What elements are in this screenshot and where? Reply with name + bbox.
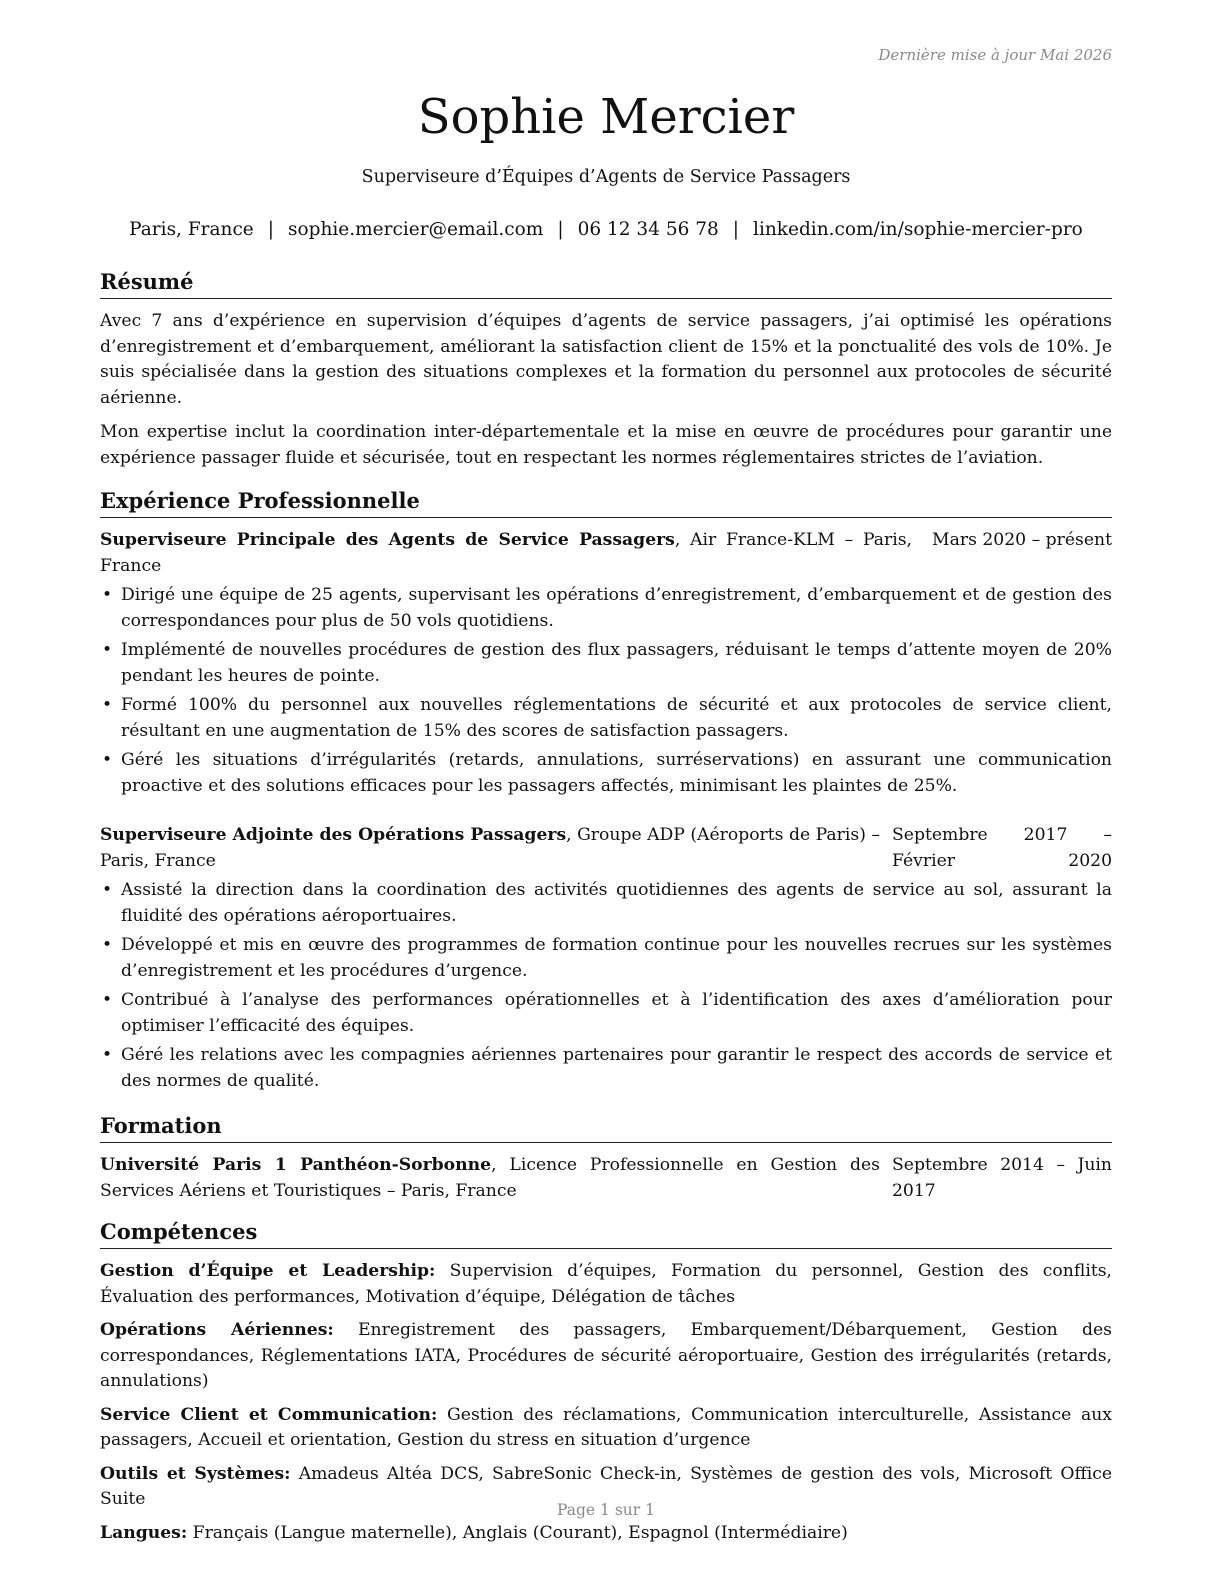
contact-separator: | <box>267 219 274 240</box>
contact-email[interactable]: sophie.mercier@email.com <box>288 219 544 240</box>
skill-label: Gestion d’Équipe et Leadership: <box>100 1261 436 1281</box>
job-bullet: • Développé et mis en œuvre des programmes de formation continue pour les nouvelles recrues sur les systèmes d’enregistrement et les procédures d’urgence. <box>100 933 1112 984</box>
skill-line <box>100 1259 1112 1310</box>
job-entry <box>100 823 1112 1094</box>
job-title-line <box>100 823 880 874</box>
job-entry <box>100 528 1112 799</box>
education-line <box>100 1153 880 1204</box>
skill-line <box>100 1318 1112 1395</box>
skill-text: Gestion des réclamations, Communication interculturelle, Assistance aux passagers, Accueil et orientation, Gestion du stress en situation d’urgence <box>100 1404 1113 1450</box>
job-title-line <box>100 528 912 579</box>
job-bullet: • Contribué à l’analyse des performances opérationnelles et à l’identification des axes d’amélioration pour optimiser l’efficacité des équipes. <box>100 988 1112 1039</box>
candidate-name: Sophie Mercier <box>417 89 795 145</box>
contact-line <box>0 219 1212 240</box>
contact-location: Paris, France <box>129 219 254 240</box>
section-title-summary: Résumé <box>100 268 1112 299</box>
job-bullet: • Implémenté de nouvelles procédures de gestion des flux passagers, réduisant le temps d’attente moyen de 20% pendant les heures de pointe. <box>100 638 1112 689</box>
skill-text: Enregistrement des passagers, Embarquement/Débarquement, Gestion des correspondances, Réglementations IATA, Procédures de sécurité aéroportuaire, Gestion des irrégularités (retards, annulations) <box>100 1320 1112 1391</box>
experience-section <box>100 487 1112 1094</box>
candidate-headline: Superviseure d’Équipes d’Agents de Service Passagers <box>361 167 851 187</box>
skill-text: Supervision d’équipes, Formation du personnel, Gestion des conflits, Évaluation des performances, Motivation d’équipe, Délégation de tâches <box>100 1261 1113 1307</box>
job-header <box>100 823 1112 874</box>
last-updated: Dernière mise à jour Mai 2026 <box>878 46 1112 64</box>
section-title-education: Formation <box>100 1112 1112 1143</box>
summary-section <box>100 268 1112 471</box>
job-bullet: • Dirigé une équipe de 25 agents, supervisant les opérations d’enregistrement, d’embarquement et de gestion des correspondances pour plus de 50 vols quotidiens. <box>100 583 1112 634</box>
education-section <box>100 1112 1112 1204</box>
job-bullet: • Assisté la direction dans la coordination des activités quotidiennes des agents de service au sol, assurant la fluidité des opérations aéroportuaires. <box>100 878 1112 929</box>
skill-line <box>100 1403 1112 1454</box>
job-company: , Air France-KLM – Paris, France <box>100 530 913 576</box>
section-title-experience: Expérience Professionnelle <box>100 487 1112 518</box>
resume-content <box>100 268 1112 1554</box>
job-bullet: • Formé 100% du personnel aux nouvelles réglementations de sécurité et aux protocoles de service client, résultant en une augmentation de 15% des scores de satisfaction passagers. <box>100 693 1112 744</box>
contact-phone[interactable]: 06 12 34 56 78 <box>577 219 719 240</box>
skill-label: Outils et Systèmes: <box>100 1463 291 1484</box>
page-number: Page 1 sur 1 <box>557 1501 655 1519</box>
education-dates: Septembre 2014 – Juin 2017 <box>892 1155 1112 1201</box>
education-school: Université Paris 1 Panthéon-Sorbonne <box>100 1155 492 1175</box>
education-degree: , Licence Professionnelle en Gestion des Services Aériens et Touristiques – Paris, France <box>100 1155 880 1201</box>
job-bullet: • Géré les relations avec les compagnies aériennes partenaires pour garantir le respect des accords de service et des normes de qualité. <box>100 1043 1112 1094</box>
education-entry <box>100 1153 1112 1204</box>
skills-section <box>100 1218 1112 1546</box>
job-dates: Mars 2020 – présent <box>932 530 1112 550</box>
job-bullets <box>100 583 1112 799</box>
skill-text: Amadeus Altéa DCS, SabreSonic Check-in, Systèmes de gestion des vols, Microsoft Office Suite <box>100 1463 1112 1509</box>
job-company: , Groupe ADP (Aéroports de Paris) – Paris, France <box>100 825 880 871</box>
job-header <box>100 528 1112 579</box>
job-bullet: • Géré les situations d’irrégularités (retards, annulations, surréservations) en assurant une communication proactive et des solutions efficaces pour les passagers affectés, minimisant les plaintes de 25%. <box>100 748 1112 799</box>
contact-linkedin[interactable]: linkedin.com/in/sophie-mercier-pro <box>753 219 1083 240</box>
skill-label: Langues: <box>100 1522 188 1543</box>
job-role: Superviseure Principale des Agents de Service Passagers <box>100 530 675 550</box>
summary-paragraph: Mon expertise inclut la coordination inter-départementale et la mise en œuvre de procédures pour garantir une expérience passager fluide et sécurisée, tout en respectant les normes réglementaires strictes de l’aviation. <box>100 422 1112 468</box>
contact-separator: | <box>557 219 564 240</box>
skill-label: Opérations Aériennes: <box>100 1320 334 1340</box>
summary-paragraph: Avec 7 ans d’expérience en supervision d’équipes d’agents de service passagers, j’ai optimisé les opérations d’enregistrement et d’embarquement, améliorant la satisfaction client de 15% et la ponctualité des vols de 10%. Je suis spécialisée dans la gestion des situations complexes et la formation du personnel aux protocoles de sécurité aérienne. <box>100 311 1112 408</box>
section-title-skills: Compétences <box>100 1218 1112 1249</box>
job-role: Superviseure Adjointe des Opérations Passagers <box>100 825 567 845</box>
job-bullets <box>100 878 1112 1094</box>
contact-separator: | <box>732 219 740 240</box>
job-dates: Septembre 2017 – Février 2020 <box>892 825 1112 871</box>
skill-text: Français (Langue maternelle), Anglais (Courant), Espagnol (Intermédiaire) <box>187 1522 848 1543</box>
skill-line <box>100 1521 1112 1547</box>
skill-label: Service Client et Communication: <box>100 1404 438 1425</box>
